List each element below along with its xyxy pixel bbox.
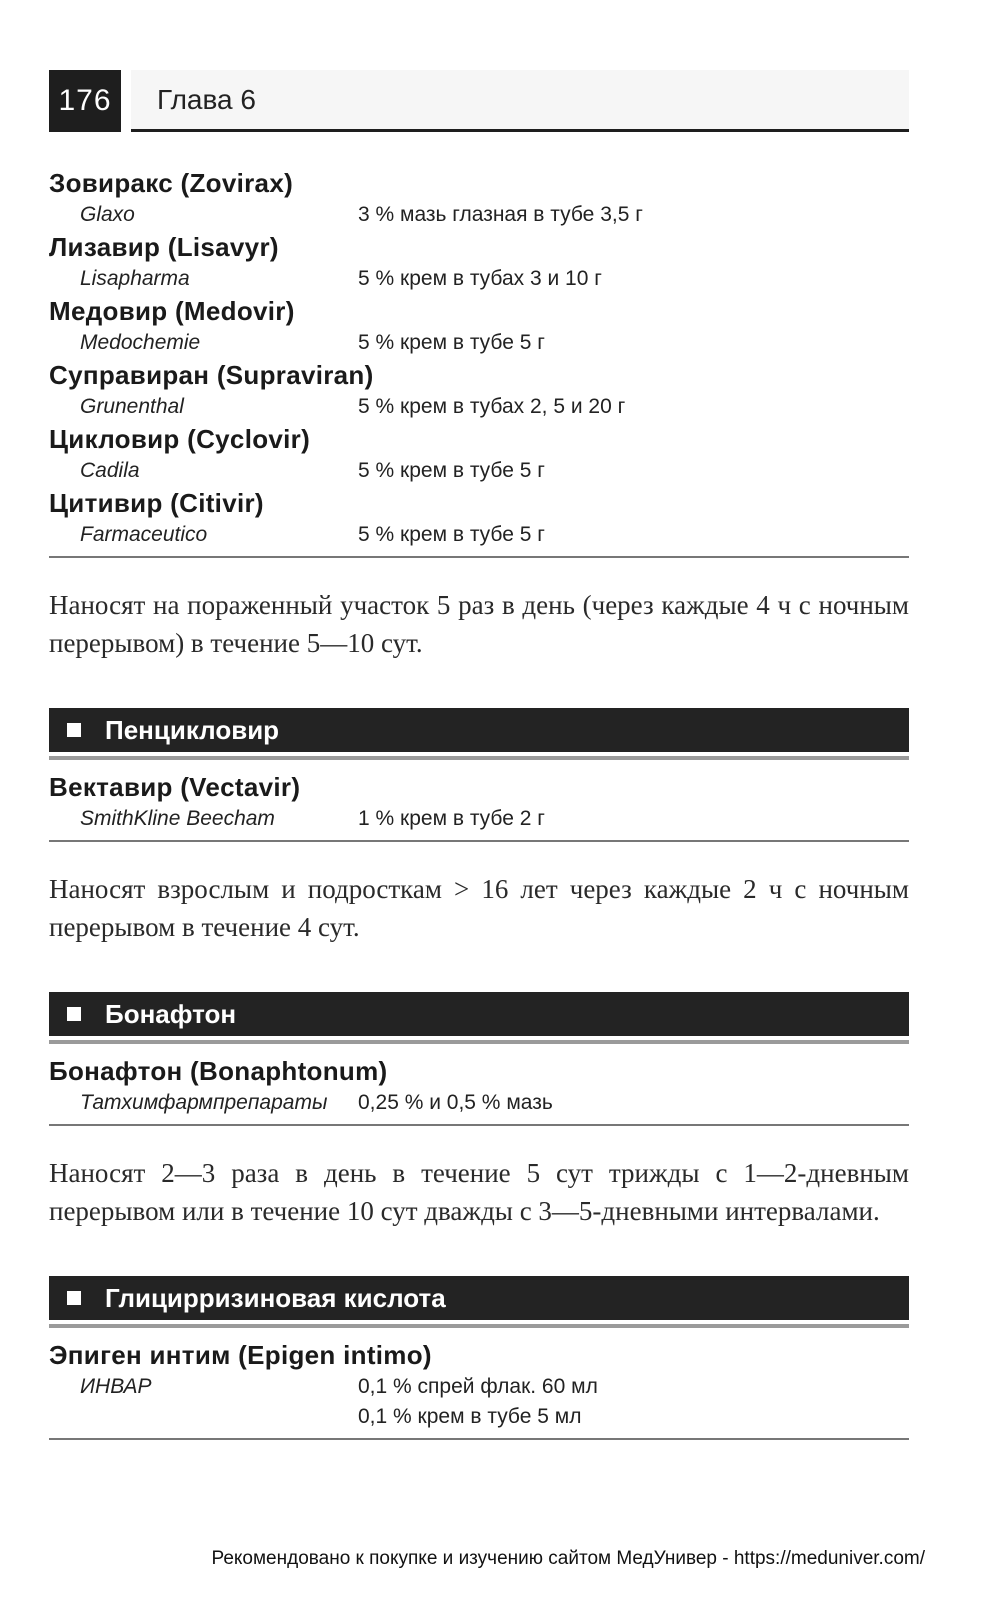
drug-maker: Farmaceutico <box>80 523 208 546</box>
drug-entry <box>49 166 909 230</box>
square-bullet-icon <box>67 1007 81 1021</box>
drug-name: Эпиген интим (Epigen intimo) <box>49 1340 432 1370</box>
drug-forms <box>358 392 909 422</box>
drug-form: 5 % крем в тубе 5 г <box>358 459 545 482</box>
section-title: Пенцикловир <box>105 714 280 745</box>
drug-row <box>49 264 909 294</box>
drug-list-glycyrrhizic-acid <box>49 1338 909 1440</box>
drug-maker: ИНВАР <box>80 1375 152 1398</box>
dosage-paragraph: Наносят взрослым и подросткам > 16 лет через каждые 2 ч с ночным перерывом в течение 4 сут. <box>49 874 909 942</box>
drug-entry <box>49 486 909 550</box>
section-header-penciclovir <box>49 708 909 756</box>
drug-maker: Grunenthal <box>80 395 184 418</box>
section-title: Глицирризиновая кислота <box>105 1282 446 1313</box>
drug-list-bonafton <box>49 1054 909 1126</box>
drug-row <box>49 804 909 834</box>
drug-form: 0,1 % крем в тубе 5 мл <box>358 1405 582 1428</box>
drug-row <box>49 200 909 230</box>
drug-row <box>49 456 909 486</box>
drug-name: Цикловир (Cyclovir) <box>49 424 311 454</box>
dosage-paragraph: Наносят на пораженный участок 5 раз в день (через каждые 4 ч с ночным перерывом) в течение 5—10 сут. <box>49 590 909 658</box>
page <box>49 70 909 1440</box>
drug-forms <box>358 328 909 358</box>
drug-name: Бонафтон (Bonaphtonum) <box>49 1056 388 1086</box>
drug-row <box>49 1088 909 1118</box>
drug-entry <box>49 294 909 358</box>
drug-row <box>49 392 909 422</box>
drug-name: Суправиран (Supraviran) <box>49 360 374 390</box>
section-header-glycyrrhizic-acid <box>49 1276 909 1324</box>
drug-forms <box>358 520 909 550</box>
drug-forms <box>358 264 909 294</box>
drug-forms <box>358 200 909 230</box>
drug-maker: Cadila <box>80 459 140 482</box>
drug-forms <box>358 804 909 834</box>
chapter-title: Глава 6 <box>131 70 909 132</box>
drug-row <box>49 520 909 550</box>
square-bullet-icon <box>67 1291 81 1305</box>
drug-row <box>49 328 909 358</box>
drug-row <box>49 1372 909 1432</box>
drug-name: Медовир (Medovir) <box>49 296 295 326</box>
drug-form: 0,25 % и 0,5 % мазь <box>358 1091 553 1114</box>
drug-form: 3 % мазь глазная в тубе 3,5 г <box>358 203 643 226</box>
drug-list-penciclovir <box>49 770 909 842</box>
square-bullet-icon <box>67 723 81 737</box>
drug-form: 1 % крем в тубе 2 г <box>358 807 545 830</box>
footer-recommendation: Рекомендовано к покупке и изучению сайтом МедУнивер - https://meduniver.com/ <box>211 1548 925 1569</box>
drug-entry <box>49 230 909 294</box>
drug-entry <box>49 358 909 422</box>
drug-maker: Lisapharma <box>80 267 190 290</box>
drug-form: 0,1 % спрей флак. 60 мл <box>358 1375 598 1398</box>
drug-maker: Татхимфармпрепараты <box>80 1091 328 1114</box>
drug-name: Зовиракс (Zovirax) <box>49 168 294 198</box>
drug-forms <box>358 456 909 486</box>
drug-forms <box>358 1372 909 1432</box>
drug-maker: Glaxo <box>80 203 135 226</box>
drug-name: Вектавир (Vectavir) <box>49 772 301 802</box>
section-title: Бонафтон <box>105 998 237 1029</box>
drug-form: 5 % крем в тубах 2, 5 и 20 г <box>358 395 626 418</box>
dosage-paragraph: Наносят 2—3 раза в день в течение 5 сут трижды с 1—2-дневным перерывом или в течение 10 сут дважды с 3—5-дневными интервалами. <box>49 1158 909 1226</box>
drug-name: Лизавир (Lisavyr) <box>49 232 279 262</box>
drug-form: 5 % крем в тубах 3 и 10 г <box>358 267 602 290</box>
drug-name: Цитивир (Citivir) <box>49 488 264 518</box>
drug-form: 5 % крем в тубе 5 г <box>358 331 545 354</box>
page-number: 176 <box>49 70 121 132</box>
drug-maker: Medochemie <box>80 331 201 354</box>
drug-maker: SmithKline Beecham <box>80 807 275 830</box>
drug-entry <box>49 422 909 486</box>
drug-list-acyclovir <box>49 166 909 558</box>
drug-form: 5 % крем в тубе 5 г <box>358 523 545 546</box>
page-header <box>49 70 909 132</box>
section-header-bonafton <box>49 992 909 1040</box>
drug-forms <box>358 1088 909 1118</box>
